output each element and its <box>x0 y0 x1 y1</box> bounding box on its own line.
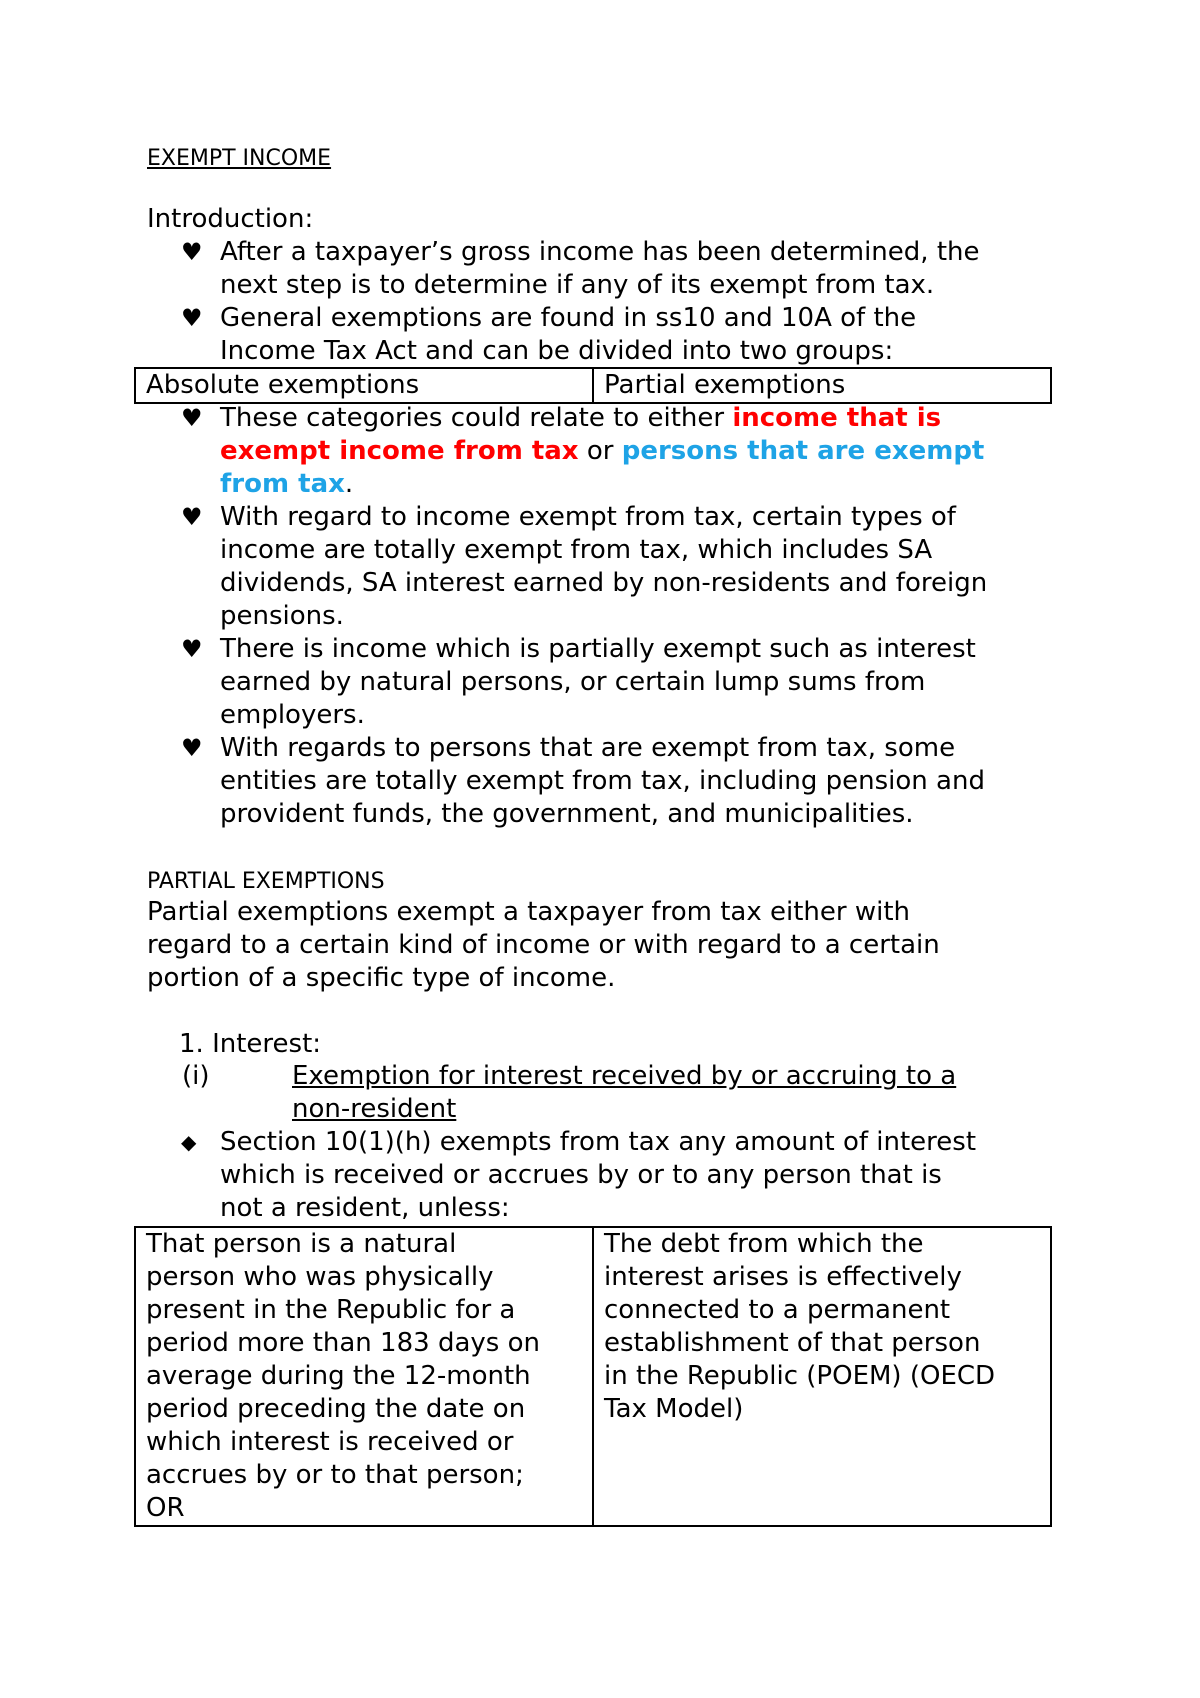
heart-bullet-icon: ♥ <box>181 238 203 266</box>
bullet-line: With regards to persons that are exempt from tax, some <box>220 733 956 763</box>
bullet-line <box>220 435 1070 468</box>
plain-text: or <box>578 436 622 466</box>
table-row <box>135 368 1051 403</box>
cell-line: That person is a natural <box>146 1229 457 1259</box>
highlight-persons-exempt: from tax <box>220 469 345 499</box>
conditions-table <box>134 1226 1052 1527</box>
bullet-item <box>181 501 1070 633</box>
bullet-line: General exemptions are found in ss10 and 10A of the <box>220 303 917 333</box>
bullet-item <box>181 302 1070 368</box>
cell-line: establishment of that person <box>604 1328 981 1358</box>
intro-label: Introduction: <box>147 204 314 234</box>
partial-paragraph <box>147 896 1107 995</box>
cell-line: Tax Model) <box>604 1394 744 1424</box>
sub-heading-line: non-resident <box>292 1094 457 1124</box>
bullet-item <box>181 236 1070 302</box>
heart-bullet-icon: ♥ <box>181 404 203 432</box>
highlight-income-exempt: exempt income from tax <box>220 436 579 466</box>
bullet-line: After a taxpayer’s gross income has been determined, the <box>220 237 980 267</box>
heart-bullet-icon: ♥ <box>181 734 203 762</box>
cell-line: OR <box>146 1493 185 1523</box>
bullet-line: not a resident, unless: <box>220 1193 510 1223</box>
bullet-line: next step is to determine if any of its exempt from tax. <box>220 270 935 300</box>
table-cell-partial: Partial exemptions <box>593 368 1051 403</box>
document-title: EXEMPT INCOME <box>147 146 332 171</box>
bullet-line: With regard to income exempt from tax, certain types of <box>220 502 956 532</box>
bullet-item <box>181 633 1070 732</box>
bullet-line: dividends, SA interest earned by non-residents and foreign <box>220 568 988 598</box>
heart-bullet-icon: ♥ <box>181 503 203 531</box>
bullet-line: earned by natural persons, or certain lump sums from <box>220 667 926 697</box>
cell-line: in the Republic (POEM) (OECD <box>604 1361 996 1391</box>
cell-line: connected to a permanent <box>604 1295 951 1325</box>
bullet-line: There is income which is partially exempt such as interest <box>220 634 976 664</box>
paragraph-line: portion of a specific type of income. <box>147 963 616 993</box>
bullet-line: income are totally exempt from tax, which includes SA <box>220 535 933 565</box>
heart-bullet-icon: ♥ <box>181 304 203 332</box>
cell-line: The debt from which the <box>604 1229 924 1259</box>
cell-line: average during the 12-month <box>146 1361 531 1391</box>
cell-line: period preceding the date on <box>146 1394 526 1424</box>
condition-cell-natural-person <box>135 1227 593 1526</box>
bullet-line: which is received or accrues by or to any person that is <box>220 1160 942 1190</box>
bullet-line: entities are totally exempt from tax, including pension and <box>220 766 985 796</box>
table-cell-absolute: Absolute exemptions <box>135 368 593 403</box>
numbered-item-interest: 1. Interest: <box>179 1029 322 1059</box>
paragraph-line: Partial exemptions exempt a taxpayer from tax either with <box>147 897 910 927</box>
sub-item-number: (i) <box>182 1061 210 1091</box>
bullet-item <box>181 1126 1070 1225</box>
diamond-bullet-icon: ◆ <box>181 1130 197 1154</box>
highlight-income-exempt: income that is <box>732 403 942 433</box>
bullet-line: provident funds, the government, and municipalities. <box>220 799 914 829</box>
bullet-item <box>181 402 1070 501</box>
condition-cell-permanent-establishment <box>593 1227 1051 1526</box>
cell-line: interest arises is effectively <box>604 1262 962 1292</box>
sub-item-heading <box>292 1060 1052 1126</box>
plain-text: These categories could relate to either <box>220 403 733 433</box>
bullet-line: employers. <box>220 700 365 730</box>
cell-line: present in the Republic for a <box>146 1295 516 1325</box>
bullet-line <box>220 402 1070 435</box>
table-row <box>135 1227 1051 1526</box>
bullet-line: Income Tax Act and can be divided into two groups: <box>220 336 894 366</box>
bullet-line <box>220 468 1070 501</box>
cell-line: period more than 183 days on <box>146 1328 540 1358</box>
sub-heading-line: Exemption for interest received by or accruing to a <box>292 1061 957 1091</box>
bullet-line: pensions. <box>220 601 344 631</box>
bullet-line: Section 10(1)(h) exempts from tax any amount of interest <box>220 1127 977 1157</box>
cell-line: accrues by or to that person; <box>146 1460 524 1490</box>
bullet-item <box>181 732 1070 831</box>
heart-bullet-icon: ♥ <box>181 635 203 663</box>
cell-line: person who was physically <box>146 1262 494 1292</box>
cell-line: which interest is received or <box>146 1427 514 1457</box>
paragraph-line: regard to a certain kind of income or with regard to a certain <box>147 930 940 960</box>
plain-text: . <box>344 469 354 499</box>
section-heading-partial: PARTIAL EXEMPTIONS <box>147 869 385 894</box>
highlight-persons-exempt: persons that are exempt <box>621 436 985 466</box>
exemption-groups-table <box>134 367 1052 404</box>
